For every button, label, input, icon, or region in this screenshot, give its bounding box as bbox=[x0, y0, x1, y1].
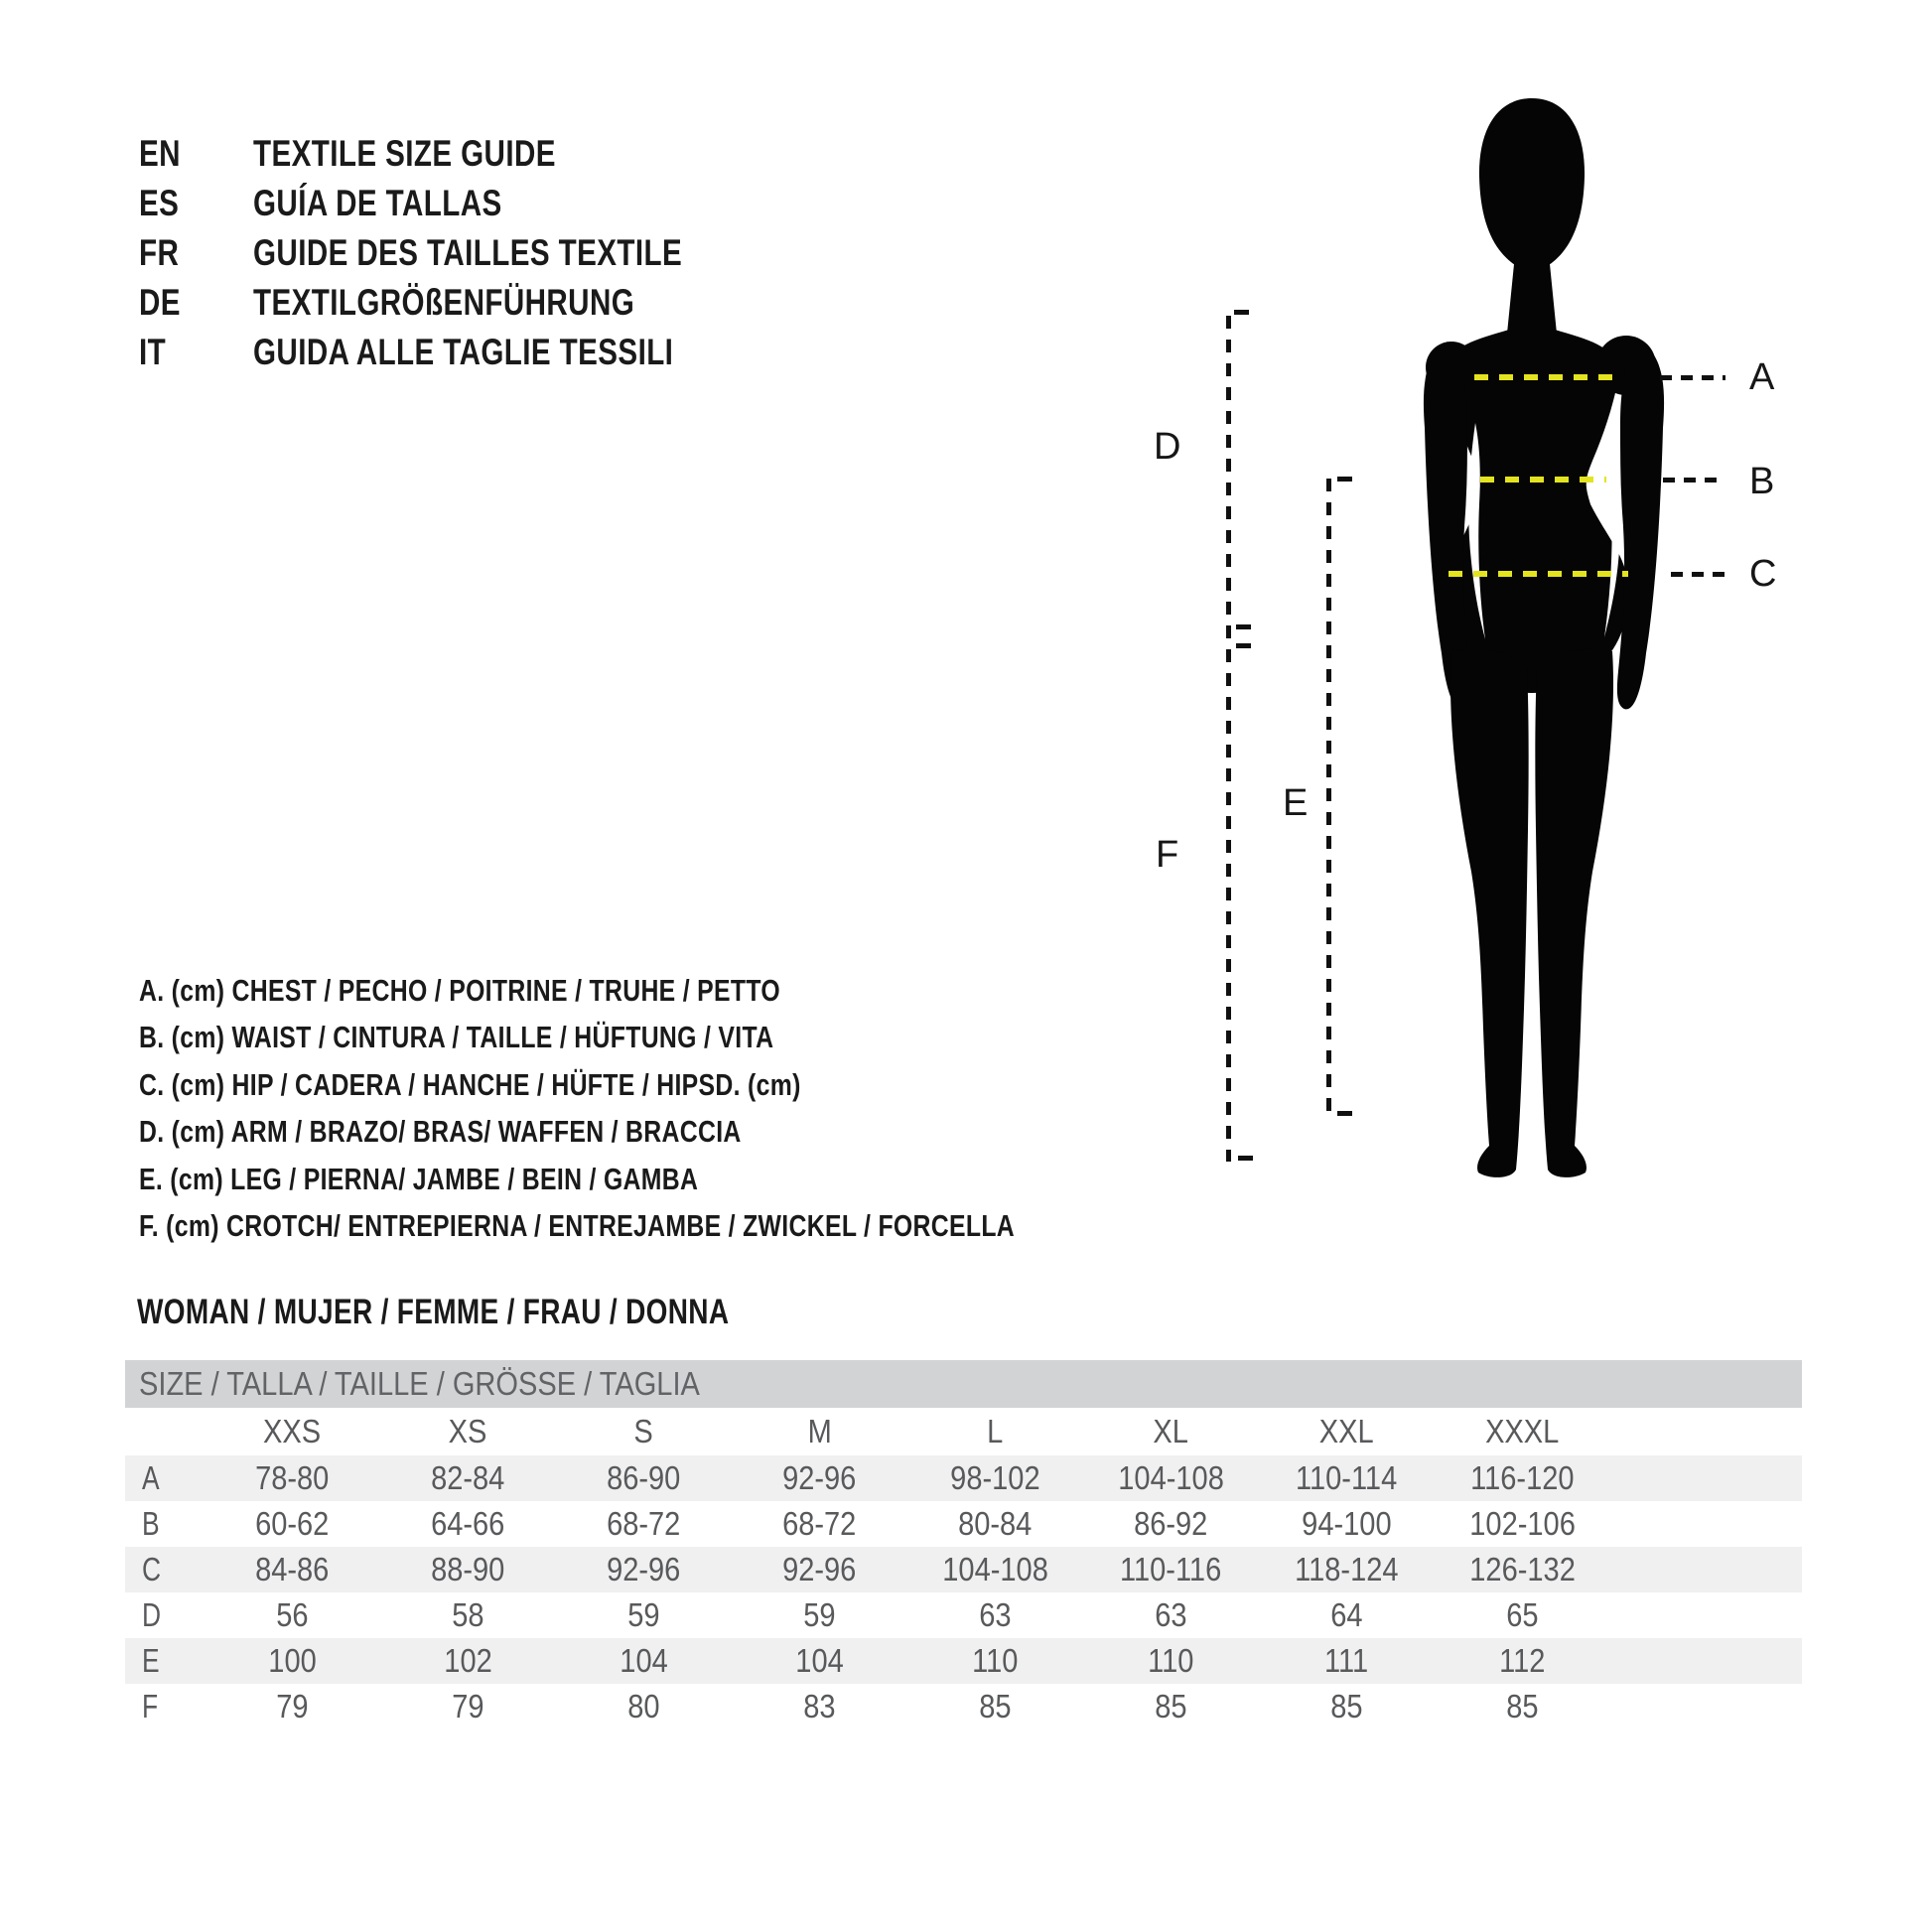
column-header bbox=[1435, 1408, 1610, 1455]
size-value-cell bbox=[556, 1684, 732, 1729]
size-value: 85 bbox=[1155, 1688, 1187, 1724]
size-value-cell bbox=[1083, 1455, 1259, 1501]
size-value: 64 bbox=[1330, 1596, 1363, 1633]
arm-label: D bbox=[1154, 426, 1181, 468]
size-value-cell bbox=[205, 1547, 380, 1592]
waist-leader-line bbox=[1663, 478, 1725, 483]
table-row bbox=[125, 1638, 1802, 1684]
language-row bbox=[139, 328, 789, 377]
legend-line bbox=[139, 1061, 1234, 1109]
size-value: 118-124 bbox=[1295, 1551, 1399, 1587]
size-value: 116-120 bbox=[1470, 1459, 1575, 1496]
crotch-label: F bbox=[1156, 834, 1179, 876]
size-value: 104-108 bbox=[942, 1551, 1048, 1587]
legend-text: B. (cm) WAIST / CINTURA / TAILLE / HÜFTUNG / VITA bbox=[139, 1020, 774, 1055]
language-code: DE bbox=[139, 282, 181, 323]
size-value-cell bbox=[380, 1547, 556, 1592]
size-value-cell bbox=[380, 1501, 556, 1547]
size-value-cell bbox=[1259, 1592, 1435, 1638]
size-value: 111 bbox=[1324, 1642, 1369, 1679]
size-table bbox=[125, 1360, 1802, 1729]
woman-silhouette-figure bbox=[1422, 95, 1680, 1183]
column-header-text: S bbox=[633, 1413, 654, 1449]
row-label bbox=[125, 1592, 205, 1638]
size-value-cell bbox=[1259, 1638, 1435, 1684]
size-value-cell bbox=[907, 1501, 1083, 1547]
chest-label: A bbox=[1749, 356, 1775, 398]
size-value-cell bbox=[732, 1455, 907, 1501]
column-header-text: XL bbox=[1153, 1413, 1189, 1449]
chest-leader-line bbox=[1660, 375, 1725, 380]
row-label-text: F bbox=[142, 1688, 159, 1724]
row-label-text: C bbox=[142, 1551, 162, 1587]
size-value: 63 bbox=[979, 1596, 1012, 1633]
row-label bbox=[125, 1501, 205, 1547]
size-value: 56 bbox=[276, 1596, 309, 1633]
waist-label: B bbox=[1749, 461, 1775, 502]
size-value: 79 bbox=[276, 1688, 309, 1724]
size-value: 68-72 bbox=[782, 1505, 857, 1542]
silhouette-left-leg bbox=[1450, 649, 1529, 1177]
arm-line-bottom-tick bbox=[1238, 1156, 1253, 1161]
size-value: 88-90 bbox=[431, 1551, 505, 1587]
leg-dimension-line bbox=[1326, 479, 1331, 1114]
row-label bbox=[125, 1638, 205, 1684]
size-value-cell bbox=[732, 1638, 907, 1684]
leg-line-top-tick bbox=[1337, 477, 1352, 482]
size-value-cell bbox=[1435, 1455, 1610, 1501]
legend-text: F. (cm) CROTCH/ ENTREPIERNA / ENTREJAMBE / ZWICKEL / FORCELLA bbox=[139, 1208, 1016, 1244]
row-filler bbox=[1610, 1501, 1802, 1547]
size-value: 104 bbox=[620, 1642, 668, 1679]
language-row bbox=[139, 129, 789, 179]
size-value-cell bbox=[556, 1547, 732, 1592]
table-row bbox=[125, 1501, 1802, 1547]
column-header-spacer bbox=[125, 1408, 205, 1455]
column-header bbox=[907, 1408, 1083, 1455]
size-value-cell bbox=[380, 1684, 556, 1729]
size-value-cell bbox=[1259, 1501, 1435, 1547]
size-value: 112 bbox=[1499, 1642, 1546, 1679]
size-value-cell bbox=[907, 1592, 1083, 1638]
measurement-legend bbox=[139, 967, 1234, 1250]
arm-line-top-tick bbox=[1234, 310, 1249, 315]
row-label bbox=[125, 1547, 205, 1592]
table-row bbox=[125, 1684, 1802, 1729]
size-value-cell bbox=[732, 1684, 907, 1729]
arm-line-mid-tick-upper bbox=[1236, 624, 1251, 629]
column-header bbox=[732, 1408, 907, 1455]
language-title: GUIDA ALLE TAGLIE TESSILI bbox=[253, 332, 674, 372]
size-value-cell bbox=[556, 1501, 732, 1547]
size-value: 102 bbox=[444, 1642, 492, 1679]
size-value: 98-102 bbox=[950, 1459, 1040, 1496]
language-code: EN bbox=[139, 133, 181, 174]
size-value-cell bbox=[1083, 1547, 1259, 1592]
size-value: 85 bbox=[1506, 1688, 1539, 1724]
size-value-cell bbox=[732, 1547, 907, 1592]
hip-label: C bbox=[1749, 553, 1777, 595]
section-title-text: WOMAN / MUJER / FEMME / FRAU / DONNA bbox=[137, 1293, 730, 1331]
size-value: 82-84 bbox=[431, 1459, 505, 1496]
size-value: 84-86 bbox=[255, 1551, 330, 1587]
size-value: 110-114 bbox=[1296, 1459, 1398, 1496]
table-row bbox=[125, 1592, 1802, 1638]
column-header-text: XXXL bbox=[1485, 1413, 1560, 1449]
size-value-cell bbox=[732, 1501, 907, 1547]
language-title: GUÍA DE TALLAS bbox=[253, 183, 502, 223]
column-header-row bbox=[125, 1408, 1802, 1455]
size-value: 58 bbox=[452, 1596, 484, 1633]
legend-line bbox=[139, 1015, 1234, 1062]
arm-line-mid-tick-lower bbox=[1236, 643, 1251, 648]
size-value: 83 bbox=[803, 1688, 836, 1724]
size-value-cell bbox=[205, 1501, 380, 1547]
size-value-cell bbox=[205, 1592, 380, 1638]
size-value-cell bbox=[556, 1592, 732, 1638]
size-value-cell bbox=[556, 1638, 732, 1684]
language-row bbox=[139, 228, 789, 278]
legend-text: D. (cm) ARM / BRAZO/ BRAS/ WAFFEN / BRACCIA bbox=[139, 1114, 742, 1150]
silhouette-right-leg bbox=[1535, 649, 1613, 1177]
row-label bbox=[125, 1455, 205, 1501]
row-label-text: D bbox=[142, 1596, 162, 1633]
language-title: TEXTILGRÖßENFÜHRUNG bbox=[253, 282, 635, 323]
size-value: 59 bbox=[803, 1596, 836, 1633]
silhouette-right-arm bbox=[1617, 342, 1664, 709]
row-label bbox=[125, 1684, 205, 1729]
size-value: 102-106 bbox=[1469, 1505, 1576, 1542]
size-value: 63 bbox=[1155, 1596, 1187, 1633]
size-value-cell bbox=[907, 1547, 1083, 1592]
legend-line bbox=[139, 967, 1234, 1015]
size-value: 92-96 bbox=[607, 1551, 681, 1587]
legend-text: A. (cm) CHEST / PECHO / POITRINE / TRUHE / PETTO bbox=[139, 972, 780, 1008]
row-filler bbox=[1610, 1547, 1802, 1592]
column-header bbox=[1259, 1408, 1435, 1455]
legend-text: C. (cm) HIP / CADERA / HANCHE / HÜFTE / HIPSD. (cm) bbox=[139, 1066, 801, 1102]
column-header bbox=[1083, 1408, 1259, 1455]
language-code: IT bbox=[139, 332, 167, 372]
size-value: 86-90 bbox=[607, 1459, 681, 1496]
size-value: 126-132 bbox=[1469, 1551, 1576, 1587]
column-header bbox=[380, 1408, 556, 1455]
hip-measure-line bbox=[1449, 571, 1628, 577]
silhouette-head bbox=[1479, 98, 1585, 268]
leg-label: E bbox=[1283, 782, 1309, 824]
size-value: 59 bbox=[627, 1596, 660, 1633]
size-value: 68-72 bbox=[607, 1505, 681, 1542]
column-header-text: XXS bbox=[263, 1413, 322, 1449]
column-header-text: L bbox=[987, 1413, 1004, 1449]
size-value-cell bbox=[205, 1638, 380, 1684]
size-value-cell bbox=[1435, 1592, 1610, 1638]
size-value-cell bbox=[907, 1684, 1083, 1729]
size-value-cell bbox=[1083, 1638, 1259, 1684]
size-value-cell bbox=[1083, 1592, 1259, 1638]
section-title bbox=[137, 1291, 878, 1334]
size-value: 60-62 bbox=[255, 1505, 330, 1542]
language-row bbox=[139, 179, 789, 228]
table-header-text: SIZE / TALLA / TAILLE / GRÖSSE / TAGLIA bbox=[139, 1365, 700, 1402]
size-value: 85 bbox=[1330, 1688, 1363, 1724]
size-value: 92-96 bbox=[782, 1459, 857, 1496]
size-value-cell bbox=[1259, 1547, 1435, 1592]
language-title: GUIDE DES TAILLES TEXTILE bbox=[253, 232, 683, 273]
column-header bbox=[205, 1408, 380, 1455]
row-label-text: E bbox=[142, 1642, 160, 1679]
size-value-cell bbox=[380, 1638, 556, 1684]
column-header bbox=[556, 1408, 732, 1455]
table-header-bar bbox=[125, 1360, 1802, 1408]
size-value-cell bbox=[1435, 1638, 1610, 1684]
language-title: TEXTILE SIZE GUIDE bbox=[253, 133, 556, 174]
size-value-cell bbox=[1435, 1684, 1610, 1729]
language-row bbox=[139, 278, 789, 328]
size-value-cell bbox=[1259, 1455, 1435, 1501]
row-filler bbox=[1610, 1684, 1802, 1729]
size-value: 65 bbox=[1506, 1596, 1539, 1633]
size-value-cell bbox=[1083, 1684, 1259, 1729]
legend-text: E. (cm) LEG / PIERNA/ JAMBE / BEIN / GAMBA bbox=[139, 1161, 699, 1196]
size-value: 100 bbox=[268, 1642, 317, 1679]
size-value-cell bbox=[732, 1592, 907, 1638]
size-value: 110 bbox=[972, 1642, 1019, 1679]
legend-line bbox=[139, 1203, 1234, 1251]
column-header-filler bbox=[1610, 1408, 1802, 1455]
size-value-cell bbox=[1259, 1684, 1435, 1729]
size-value-cell bbox=[380, 1455, 556, 1501]
size-value-cell bbox=[556, 1455, 732, 1501]
language-code: ES bbox=[139, 183, 180, 223]
column-header-text: M bbox=[807, 1413, 832, 1449]
row-filler bbox=[1610, 1638, 1802, 1684]
size-value: 78-80 bbox=[255, 1459, 330, 1496]
size-value: 104-108 bbox=[1118, 1459, 1224, 1496]
legend-line bbox=[139, 1109, 1234, 1157]
size-value: 110-116 bbox=[1120, 1551, 1222, 1587]
size-value: 104 bbox=[795, 1642, 844, 1679]
table-row bbox=[125, 1547, 1802, 1592]
size-value: 79 bbox=[452, 1688, 484, 1724]
silhouette-neck bbox=[1507, 254, 1557, 334]
size-value: 64-66 bbox=[431, 1505, 505, 1542]
size-value: 80 bbox=[627, 1688, 660, 1724]
waist-measure-line bbox=[1480, 477, 1606, 483]
table-body bbox=[125, 1455, 1802, 1729]
column-header-text: XS bbox=[449, 1413, 487, 1449]
row-filler bbox=[1610, 1592, 1802, 1638]
language-code: FR bbox=[139, 232, 180, 273]
row-label-text: B bbox=[142, 1505, 160, 1542]
size-value-cell bbox=[205, 1684, 380, 1729]
size-value-cell bbox=[1435, 1547, 1610, 1592]
size-value: 94-100 bbox=[1302, 1505, 1392, 1542]
language-list bbox=[139, 129, 789, 377]
size-value: 92-96 bbox=[782, 1551, 857, 1587]
size-value: 110 bbox=[1148, 1642, 1194, 1679]
size-value-cell bbox=[1083, 1501, 1259, 1547]
size-value: 80-84 bbox=[958, 1505, 1033, 1542]
row-filler bbox=[1610, 1455, 1802, 1501]
leg-line-bottom-tick bbox=[1337, 1111, 1352, 1116]
size-value-cell bbox=[907, 1638, 1083, 1684]
chest-measure-line bbox=[1474, 374, 1616, 380]
legend-line bbox=[139, 1156, 1234, 1203]
size-value-cell bbox=[907, 1455, 1083, 1501]
size-value-cell bbox=[380, 1592, 556, 1638]
size-value-cell bbox=[1435, 1501, 1610, 1547]
column-header-text: XXL bbox=[1319, 1413, 1374, 1449]
size-value: 86-92 bbox=[1134, 1505, 1208, 1542]
size-value: 85 bbox=[979, 1688, 1012, 1724]
table-row bbox=[125, 1455, 1802, 1501]
hip-leader-line bbox=[1671, 572, 1725, 577]
size-value-cell bbox=[205, 1455, 380, 1501]
row-label-text: A bbox=[142, 1459, 160, 1496]
